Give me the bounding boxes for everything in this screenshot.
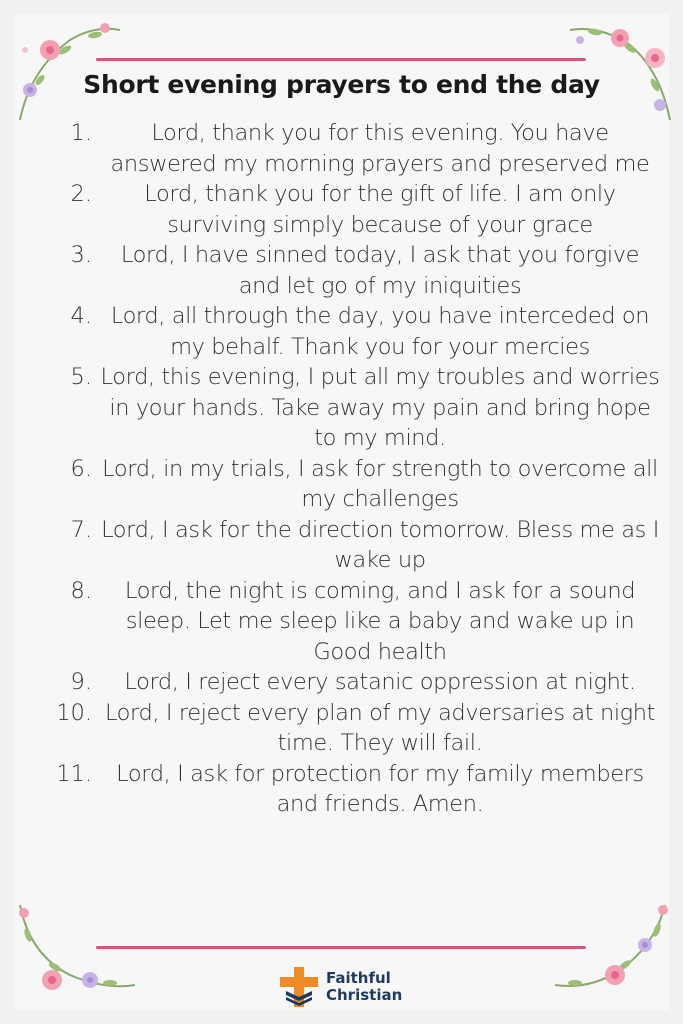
item-text: Lord, I have sinned today, I ask that you forgive and let go of my iniquities [120,242,640,299]
floral-corner-icon [545,895,675,1005]
list-item [52,515,660,576]
list-item [52,576,660,668]
top-divider [96,58,586,61]
item-number: 4. [70,303,92,329]
item-text: Lord, thank you for the gift of life. I am only surviving simply because of your grace [144,181,616,238]
item-number: 8. [70,577,92,604]
item-number: 9. [70,669,92,695]
bottom-divider [96,946,586,949]
item-text: Lord, I reject every plan of my adversaries at night time. They will fail. [104,699,656,756]
list-item [52,698,660,759]
item-text: Lord, I reject every satanic oppression at night. [124,669,636,695]
list-item [52,759,660,820]
item-text: Lord, this evening, I put all my troubles and worries in your hands. Take away my pain and bring hope to my mind. [100,364,660,451]
brand-logo [280,966,420,1008]
item-number: 3. [70,242,92,268]
item-number: 5. [70,364,92,390]
item-number: 2. [70,181,92,207]
item-text: Lord, thank you for this evening. You have answered my morning prayers and preserved me [110,120,650,177]
list-item [52,240,660,301]
item-number: 6. [70,455,92,482]
item-text: Lord, the night is coming, and I ask for a sound sleep. Let me sleep like a baby and wake up in Good health [124,577,636,665]
item-number: 1. [70,120,92,146]
list-item [52,179,660,240]
list-item [52,454,660,515]
floral-corner-icon [10,895,140,1005]
cross-logo-icon [280,967,318,1007]
prayer-list [52,118,660,820]
item-text: Lord, I ask for the direction tomorrow. Bless me as I wake up [101,516,659,573]
list-item [52,118,660,179]
list-item [52,362,660,454]
brand-line-1: Faithful [326,969,391,987]
item-text: Lord, I ask for protection for my family members and friends. Amen. [116,760,644,817]
item-text: Lord, all through the day, you have interceded on my behalf. Thank you for your mercies [110,303,650,360]
item-number: 11. [56,760,92,787]
list-item [52,667,660,698]
page-title: Short evening prayers to end the day [83,70,600,99]
brand-name [326,970,402,1004]
list-item [52,301,660,362]
item-number: 7. [70,516,92,543]
item-text: Lord, in my trials, I ask for strength to overcome all my challenges [102,455,658,512]
brand-line-2: Christian [326,986,403,1004]
item-number: 10. [56,699,92,726]
